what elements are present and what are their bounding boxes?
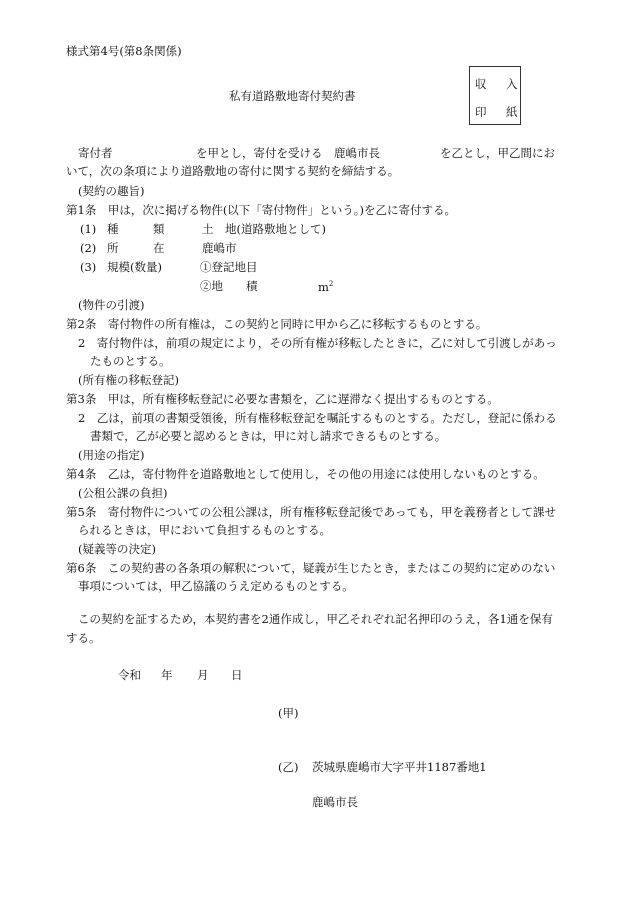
article-heading: (物件の引渡) (78, 298, 145, 312)
revenue-stamp-box (469, 66, 521, 125)
area-unit: $m^2$ (318, 280, 334, 294)
article-text: 事項については，甲乙協議のうえ定めるものとする。 (78, 579, 354, 593)
article-heading: (疑義等の決定) (78, 542, 156, 556)
party-b-name: 鹿嶋市長 (312, 795, 358, 809)
article-text: 第4条 乙は，寄付物件を道路敷地として使用し，その他の用途には使用しないものとする。 (66, 467, 545, 481)
item-label: 所 在 (107, 241, 165, 255)
article-text: 第5条 寄付物件についての公租公課は，所有権移転登記後であっても，甲を義務者として課せ (66, 505, 556, 519)
date-day: 日 (231, 668, 243, 682)
article-text: られるときは，甲において負担するものとする。 (78, 523, 331, 537)
article-paragraph: 2 寄付物件は，前項の規定により，その所有権が移転したときに，乙に対して引渡しがあっ (78, 336, 557, 350)
article-text: 第6条 この契約書の各条項の解釈について，疑義が生じたとき，またはこの契約に定めのない (66, 561, 556, 575)
party-a-label: (甲) (278, 706, 299, 720)
intro-donor-label: 寄付者 (78, 146, 113, 160)
stamp-char: 紙 (506, 105, 518, 119)
article-paragraph: たものとする。 (90, 354, 171, 368)
article-heading: (用途の指定) (78, 448, 145, 462)
item-value: 鹿嶋市 (202, 241, 237, 255)
article-text: 第2条 寄付物件の所有権は，この契約と同時に甲から乙に移転するものとする。 (66, 317, 488, 331)
article-heading: (公租公課の負担) (78, 486, 168, 500)
item-number: (2) (80, 241, 97, 255)
item-value: 土 地(道路敷地として) (202, 222, 326, 236)
form-number: 様式第4号(第8条関係) (66, 44, 182, 58)
article-heading: (契約の趣旨) (78, 184, 145, 198)
stamp-char: 印 (475, 105, 487, 119)
party-b-label: (乙) (278, 760, 299, 774)
date-year: 年 (161, 668, 173, 682)
document-title: 私有道路敷地寄付契約書 (229, 89, 356, 103)
item-label: 種 類 (107, 222, 165, 236)
article-heading: (所有権の移転登記) (78, 373, 179, 387)
stamp-char: 入 (506, 77, 518, 91)
closing-text: この契約を証するため，本契約書を2通作成し，甲乙それぞれ記名押印のうえ，各1通を保有 (78, 612, 553, 626)
article-text: 第1条 甲は，次に掲げる物件(以下「寄付物件」という。)を乙に寄付する。 (66, 203, 457, 217)
party-b-address: 茨城県鹿嶋市大字平井1187番地1 (312, 760, 487, 774)
intro-line-2: いて，次の条項により道路敷地の寄付に関する契約を締結する。 (66, 164, 400, 178)
closing-text: する。 (66, 631, 101, 645)
item-number: (1) (80, 222, 97, 236)
intro-text: を乙とし，甲乙間にお (440, 146, 555, 160)
item-sub: ②地 積 (200, 279, 258, 293)
date-era: 令和 (118, 668, 141, 682)
intro-text: を甲とし，寄付を受ける (196, 146, 323, 160)
item-sub: ①登記地目 (200, 260, 258, 274)
article-paragraph: 2 乙は，前項の書類受領後，所有権移転登記を嘱託するものとする。ただし，登記に係わる (78, 411, 557, 425)
date-month: 月 (197, 668, 209, 682)
intro-recipient: 鹿嶋市長 (334, 146, 380, 160)
item-label: 規模(数量) (107, 260, 162, 274)
stamp-char: 収 (475, 77, 487, 91)
item-number: (3) (80, 260, 97, 274)
article-text: 第3条 甲は，所有権移転登記に必要な書類を，乙に遅滞なく提出するものとする。 (66, 392, 499, 406)
article-paragraph: 書類で，乙が必要と認めるときは，甲に対し請求できるものとする。 (90, 429, 447, 443)
